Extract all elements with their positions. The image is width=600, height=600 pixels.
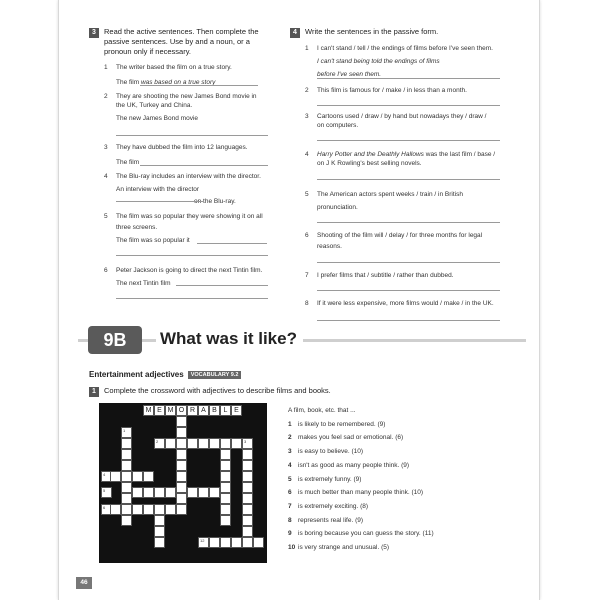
crossword-cell[interactable] — [110, 471, 121, 482]
exercise-4-number: 4 — [290, 28, 300, 38]
clue-number: 6 — [288, 489, 292, 497]
clue-number: 8 — [288, 516, 292, 524]
clue-text: is extremely exciting. (8) — [298, 502, 369, 510]
item-prompt: The film — [116, 79, 140, 86]
instruction-line: pronoun only if necessary. — [104, 47, 191, 56]
vocab-heading — [89, 370, 241, 379]
item-text: three screens. — [116, 224, 158, 231]
item-prompt: The film — [116, 159, 140, 166]
crossword-cell[interactable] — [220, 482, 231, 493]
crossword-cell[interactable] — [165, 405, 176, 416]
crossword-cell[interactable] — [121, 493, 132, 504]
crossword-cell[interactable] — [132, 487, 143, 498]
item-number: 2 — [104, 93, 108, 100]
item-number: 2 — [305, 87, 309, 94]
crossword-cell[interactable] — [132, 504, 143, 515]
item-text: Cartoons used / draw / by hand but nowadays they / draw / — [317, 113, 487, 120]
crossword-cell[interactable] — [176, 438, 187, 449]
crossword-cell[interactable] — [198, 537, 209, 548]
ex3-item-1 — [104, 63, 284, 87]
item-text: pronunciation. — [317, 204, 358, 211]
item-prompt: The new James Bond movie — [116, 115, 199, 122]
crossword-cell[interactable] — [220, 449, 231, 460]
clue-text: is extremely funny. (9) — [298, 475, 362, 483]
crossword-cell[interactable] — [242, 471, 253, 482]
answer-line[interactable] — [317, 105, 500, 106]
crossword-cell[interactable] — [165, 504, 176, 515]
ex3-item-3 — [104, 143, 284, 167]
exercise-1-instruction: Complete the crossword with adjectives to describe films and books. — [104, 386, 331, 395]
crossword-cell[interactable] — [176, 504, 187, 515]
crossword-cell[interactable] — [242, 438, 253, 449]
crossword-cell[interactable] — [176, 427, 187, 438]
item-number: 1 — [305, 45, 309, 52]
vocab-tag: VOCABULARY 9.2 — [188, 371, 242, 379]
answer-line[interactable] — [317, 290, 500, 291]
item-number: 4 — [104, 173, 108, 180]
clue-text: is very strange and unusual. (5) — [298, 544, 390, 552]
item-number: 6 — [104, 267, 108, 274]
crossword-cell[interactable] — [253, 537, 264, 548]
crossword-cell[interactable] — [154, 487, 165, 498]
crossword-cell[interactable] — [242, 482, 253, 493]
crossword-cell[interactable] — [154, 504, 165, 515]
crossword-cell[interactable] — [132, 471, 143, 482]
answer-line[interactable] — [116, 255, 268, 256]
example-answer: before I've seen them. — [317, 71, 382, 78]
crossword-cell[interactable] — [143, 405, 154, 416]
crossword-cell[interactable] — [121, 438, 132, 449]
cell-number: 4 — [103, 472, 106, 477]
item-text: This film is famous for / make / in less than a month. — [317, 87, 467, 94]
clue-number: 2 — [288, 434, 292, 442]
clue-text: represents real life. (9) — [298, 516, 364, 524]
crossword-cell[interactable] — [220, 460, 231, 471]
answer-line[interactable] — [116, 298, 268, 299]
item-text: The American actors spent weeks / train / in British — [317, 191, 463, 198]
clue-number: 4 — [288, 461, 292, 469]
section-banner — [78, 326, 526, 354]
ex3-item-2 — [104, 92, 284, 123]
crossword-cell[interactable] — [220, 504, 231, 515]
answer-line[interactable] — [197, 243, 267, 244]
clue-number: 10 — [288, 544, 296, 552]
crossword-cell[interactable] — [209, 438, 220, 449]
cell-letter: L — [223, 407, 228, 414]
crossword-cell[interactable] — [121, 449, 132, 460]
answer-line[interactable] — [317, 78, 500, 79]
crossword-cell[interactable] — [231, 405, 242, 416]
ex4-item-8 — [305, 299, 515, 308]
item-text: The Blu-ray includes an interview with the director. — [116, 173, 261, 180]
cell-number: 12 — [200, 538, 205, 543]
answer-line[interactable] — [116, 201, 204, 202]
crossword-cell[interactable] — [198, 405, 209, 416]
ex4-item-4 — [305, 150, 515, 168]
answer-line[interactable] — [140, 85, 258, 86]
ex4-item-7 — [305, 271, 515, 280]
ex4-item-6 — [305, 231, 515, 251]
cell-number: 3 — [244, 439, 247, 444]
item-text: The writer based the film on a true story. — [116, 64, 232, 71]
instruction-line: passive sentences. Use by and a noun, or a — [104, 37, 250, 46]
crossword-cell[interactable] — [154, 526, 165, 537]
item-text: If it were less expensive, more films would / make / in the UK. — [317, 300, 494, 307]
cell-letter: M — [167, 407, 174, 414]
clue — [288, 514, 528, 528]
clue — [288, 500, 528, 514]
crossword-cell[interactable] — [242, 504, 253, 515]
answer-line[interactable] — [317, 222, 500, 223]
crossword-cell[interactable] — [220, 438, 231, 449]
cell-number: 5 — [103, 488, 106, 493]
item-number: 7 — [305, 272, 309, 279]
ex4-item-1 — [305, 44, 515, 79]
page-number: 46 — [76, 577, 92, 589]
cell-letter: E — [157, 407, 162, 414]
item-number: 4 — [305, 151, 309, 158]
answer-line[interactable] — [176, 285, 268, 286]
crossword-cell[interactable] — [242, 449, 253, 460]
clue — [288, 527, 528, 541]
example-answer: I can't stand being told the endings of films — [317, 58, 440, 65]
crossword-cell[interactable] — [176, 493, 187, 504]
ex4-item-5 — [305, 190, 515, 212]
crossword-cell[interactable] — [121, 515, 132, 526]
clue — [288, 418, 528, 432]
cell-number: 2 — [156, 439, 159, 444]
answer-line[interactable] — [140, 165, 268, 166]
item-number: 5 — [104, 213, 108, 220]
crossword-cell[interactable] — [176, 471, 187, 482]
crossword-cell[interactable] — [176, 482, 187, 493]
crossword-cell[interactable] — [143, 487, 154, 498]
crossword-cell[interactable] — [220, 405, 231, 416]
crossword-cell[interactable] — [242, 493, 253, 504]
cell-number: 1 — [123, 428, 126, 433]
crossword-cell[interactable] — [121, 460, 132, 471]
clues-list — [288, 404, 528, 555]
clue-text: is much better than many people think. (10) — [298, 489, 424, 497]
clue-number: 3 — [288, 448, 292, 456]
crossword-cell[interactable] — [231, 537, 242, 548]
item-number: 6 — [305, 232, 309, 239]
clue — [288, 541, 528, 555]
exercise-4-instruction: Write the sentences in the passive form. — [305, 27, 439, 36]
crossword-cell[interactable] — [176, 416, 187, 427]
crossword-cell[interactable] — [154, 537, 165, 548]
item-prompt: on the Blu-ray. — [194, 198, 236, 205]
crossword-cell[interactable] — [143, 504, 154, 515]
item-text: I prefer films that / subtitle / rather than dubbed. — [317, 272, 454, 279]
crossword-cell[interactable] — [187, 438, 198, 449]
ex4-item-3 — [305, 112, 515, 130]
item-prompt: An interview with the director — [116, 186, 200, 193]
cell-letter: M — [145, 407, 152, 414]
crossword-cell[interactable] — [187, 405, 198, 416]
clue-text: is easy to believe. (10) — [298, 448, 364, 456]
answer-line[interactable] — [317, 262, 500, 263]
item-number: 3 — [104, 144, 108, 151]
crossword-cell[interactable] — [154, 405, 165, 416]
answer-line[interactable] — [116, 135, 268, 136]
crossword-cell[interactable] — [220, 515, 231, 526]
clue-number: 7 — [288, 502, 292, 510]
crossword-cell[interactable] — [242, 460, 253, 471]
item-prompt: The next Tintin film — [116, 280, 171, 287]
crossword-cell[interactable] — [143, 471, 154, 482]
item-text: was the last film / base / — [423, 151, 496, 158]
film-title: Harry Potter and the Deathly Hallows — [317, 151, 424, 158]
crossword-cell[interactable] — [165, 438, 176, 449]
item-number: 8 — [305, 300, 309, 307]
crossword-cell[interactable] — [176, 405, 187, 416]
clue-text: is likely to be remembered. (9) — [298, 420, 386, 428]
clue — [288, 473, 528, 487]
answer-line[interactable] — [317, 140, 500, 141]
item-prompt: The film was so popular it — [116, 237, 190, 244]
crossword-cell[interactable] — [121, 482, 132, 493]
crossword-cell[interactable] — [176, 449, 187, 460]
crossword-cell[interactable] — [154, 515, 165, 526]
answer-line[interactable] — [317, 179, 500, 180]
item-number: 1 — [104, 64, 108, 71]
item-text: Peter Jackson is going to direct the next Tintin film. — [116, 267, 263, 274]
crossword-cell[interactable] — [121, 504, 132, 515]
crossword-cell[interactable] — [231, 438, 242, 449]
clue — [288, 431, 528, 445]
exercise-1-number: 1 — [89, 387, 99, 397]
crossword-cell[interactable] — [209, 537, 220, 548]
answer-line[interactable] — [317, 320, 500, 321]
section-code: 9B — [88, 326, 142, 354]
clues-intro: A film, book, etc. that ... — [288, 407, 356, 414]
item-text: on computers. — [317, 122, 359, 129]
crossword-cell[interactable] — [242, 526, 253, 537]
clue — [288, 459, 528, 473]
cell-letter: R — [189, 407, 196, 414]
crossword-cell[interactable] — [121, 471, 132, 482]
exercise-3-number: 3 — [89, 28, 99, 38]
crossword-cell[interactable] — [209, 487, 220, 498]
crossword-cell[interactable] — [242, 515, 253, 526]
item-text: They have dubbed the film into 12 languages. — [116, 144, 248, 151]
clue — [288, 445, 528, 459]
item-text: The film was so popular they were showing it on all — [116, 213, 263, 220]
example-answer: was based on a true story — [140, 79, 216, 86]
item-text: Shooting of the film will / delay / for three months for legal — [317, 232, 483, 239]
item-text: I can't stand / tell / the endings of films before I've seen them. — [317, 45, 493, 52]
cell-number: 6 — [103, 505, 106, 510]
clue-number: 1 — [288, 420, 292, 428]
crossword-cell[interactable] — [198, 487, 209, 498]
item-text: They are shooting the new James Bond movie in — [116, 93, 257, 100]
crossword-cell[interactable] — [176, 460, 187, 471]
cell-letter: E — [234, 407, 239, 414]
crossword-cell[interactable] — [209, 405, 220, 416]
cell-letter: O — [178, 407, 185, 414]
crossword-cell[interactable] — [242, 537, 253, 548]
crossword-cell[interactable] — [121, 427, 132, 438]
clue-number: 5 — [288, 475, 292, 483]
cell-letter: B — [212, 407, 217, 414]
clue-number: 9 — [288, 530, 292, 538]
crossword-cell[interactable] — [220, 493, 231, 504]
item-text: reasons. — [317, 243, 342, 250]
instruction-line: Read the active sentences. Then complete the — [104, 27, 259, 36]
crossword-grid — [99, 403, 267, 563]
clue-text: is boring because you can guess the story. (11) — [298, 530, 434, 538]
exercise-3-instruction — [104, 27, 284, 57]
clue-text: makes you feel sad or emotional. (6) — [298, 434, 404, 442]
crossword-cell[interactable] — [154, 438, 165, 449]
crossword-cell[interactable] — [110, 504, 121, 515]
clue-text: isn't as good as many people think. (9) — [298, 461, 410, 469]
item-number: 5 — [305, 191, 309, 198]
crossword-cell[interactable] — [220, 471, 231, 482]
crossword-cell[interactable] — [198, 438, 209, 449]
crossword-cell[interactable] — [220, 537, 231, 548]
section-title: What was it like? — [156, 329, 303, 349]
item-text: on J K Rowling's best selling novels. — [317, 160, 422, 167]
crossword-cell[interactable] — [165, 487, 176, 498]
crossword-cell[interactable] — [187, 487, 198, 498]
cell-letter: A — [201, 407, 206, 414]
item-number: 3 — [305, 113, 309, 120]
clue — [288, 486, 528, 500]
ex3-item-5 — [104, 212, 284, 245]
ex4-item-2 — [305, 86, 515, 95]
item-text: the UK, Turkey and China. — [116, 102, 193, 109]
crossword-cell[interactable] — [101, 487, 112, 498]
vocab-heading-text: Entertainment adjectives — [89, 370, 184, 379]
